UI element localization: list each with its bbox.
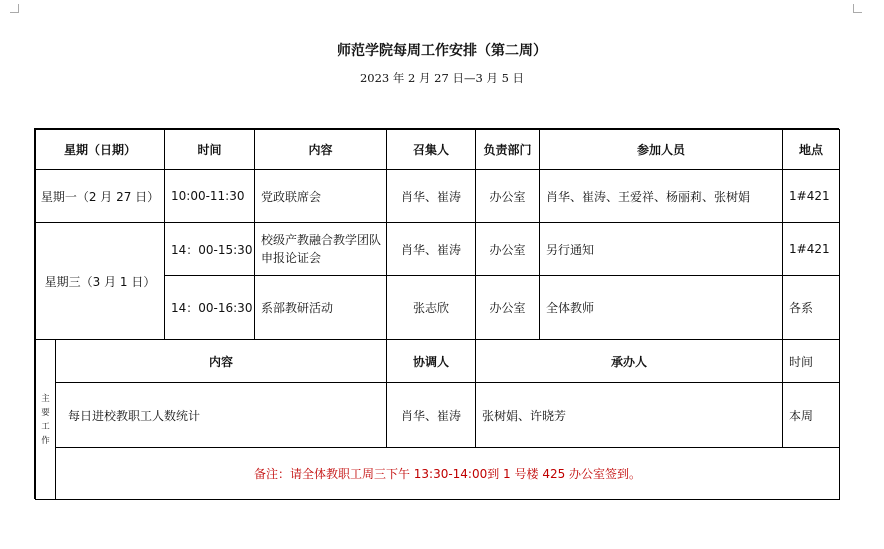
header-place: 地点 [782,129,840,170]
side-char-1: 主 [41,393,50,404]
header-department: 负责部门 [475,129,540,170]
row1-time: 10:00-11:30 [164,169,255,223]
header-convener: 召集人 [386,129,476,170]
main-row-content: 每日进校教职工人数统计 [55,382,387,448]
side-char-4: 作 [41,435,50,446]
row1-content: 党政联席会 [254,169,387,223]
main-row-time: 本周 [782,382,840,448]
row1-department: 办公室 [475,169,540,223]
date-range: 2023 年 2 月 27 日—3 月 5 日 [359,71,525,85]
page-corner-mark-left [10,4,19,13]
main-row-organizer: 张树娟、许晓芳 [475,382,783,448]
header-time: 时间 [164,129,255,170]
row3-convener: 张志欣 [386,275,476,340]
row3-content: 系部教研活动 [254,275,387,340]
row3-place: 各系 [782,275,840,340]
row2-participants: 另行通知 [539,222,783,276]
row3-time: 14：00-16:30 [164,275,255,340]
row2-place: 1#421 [782,222,840,276]
side-char-2: 要 [41,407,50,418]
row1-convener: 肖华、崔涛 [386,169,476,223]
schedule-table [34,128,839,499]
main-row-coordinator: 肖华、崔涛 [386,382,476,448]
document-title: 师范学院每周工作安排（第二周） [337,43,547,59]
row2-time: 14：00-15:30 [164,222,255,276]
side-char-3: 工 [41,421,50,432]
row1-participants: 肖华、崔涛、王爱祥、杨丽莉、张树娟 [539,169,783,223]
note-row: 备注：请全体教职工周三下午 13:30-14:00到 1 号楼 425 办公室签到。 [55,447,840,500]
row1-place: 1#421 [782,169,840,223]
row2-content: 校级产教融合教学团队申报论证会 [254,222,387,276]
day-wednesday: 星期三（3 月 1 日） [35,222,165,340]
row2-department: 办公室 [475,222,540,276]
header-content: 内容 [254,129,387,170]
row2-convener: 肖华、崔涛 [386,222,476,276]
main-header-time: 时间 [782,339,840,383]
row3-department: 办公室 [475,275,540,340]
header-participants: 参加人员 [539,129,783,170]
main-work-side-label [35,339,56,500]
header-day: 星期（日期） [35,129,165,170]
main-header-organizer: 承办人 [475,339,783,383]
page-corner-mark-right [853,4,862,13]
main-header-content: 内容 [55,339,387,383]
row3-participants: 全体教师 [539,275,783,340]
main-header-coordinator: 协调人 [386,339,476,383]
day-monday: 星期一（2 月 27 日） [35,169,165,223]
